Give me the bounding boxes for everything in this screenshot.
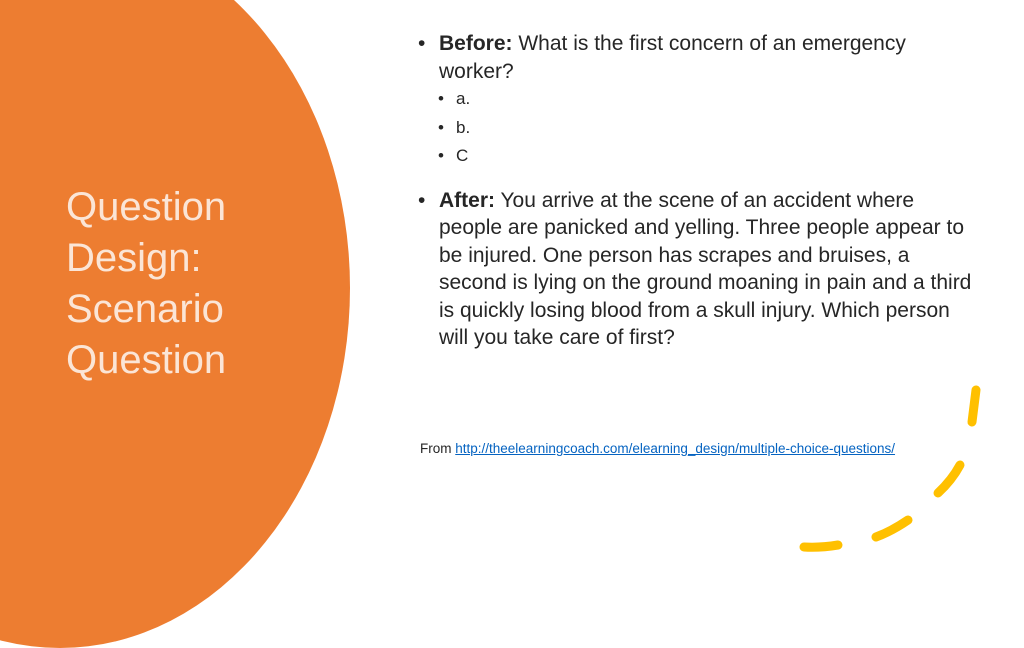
after-label: After: <box>439 188 495 212</box>
before-label: Before: <box>439 32 513 55</box>
before-text: What is the first concern of an emergency worker? <box>439 32 906 83</box>
dash-segment <box>938 465 960 493</box>
after-text: You arrive at the scene of an accident where people are panicked and yelling. Three people appear to be injured. One person has scrapes and bruises, a second is lying on the ground moaning in pain and a third is quickly losing blood from a skull injury. Which person will you take care of first? <box>439 188 972 349</box>
title-line: Design: <box>66 236 202 280</box>
option-item: • C <box>418 142 978 171</box>
dashed-curve-decoration <box>790 380 990 560</box>
source-link[interactable]: http://theelearningcoach.com/elearning_design/multiple-choice-questions/ <box>455 441 896 456</box>
slide-content <box>418 30 978 352</box>
after-bullet <box>418 187 978 352</box>
title-line: Scenario <box>66 287 224 331</box>
source-prefix: From <box>420 441 456 456</box>
dash-segment <box>876 520 908 537</box>
option-item: • a. <box>418 85 978 114</box>
dash-segment <box>804 545 838 547</box>
before-bullet <box>418 30 978 85</box>
dash-segment <box>972 390 976 422</box>
title-line: Question <box>66 338 227 382</box>
slide-title <box>66 182 316 386</box>
option-item: • b. <box>418 114 978 143</box>
title-line: Question <box>66 185 227 229</box>
